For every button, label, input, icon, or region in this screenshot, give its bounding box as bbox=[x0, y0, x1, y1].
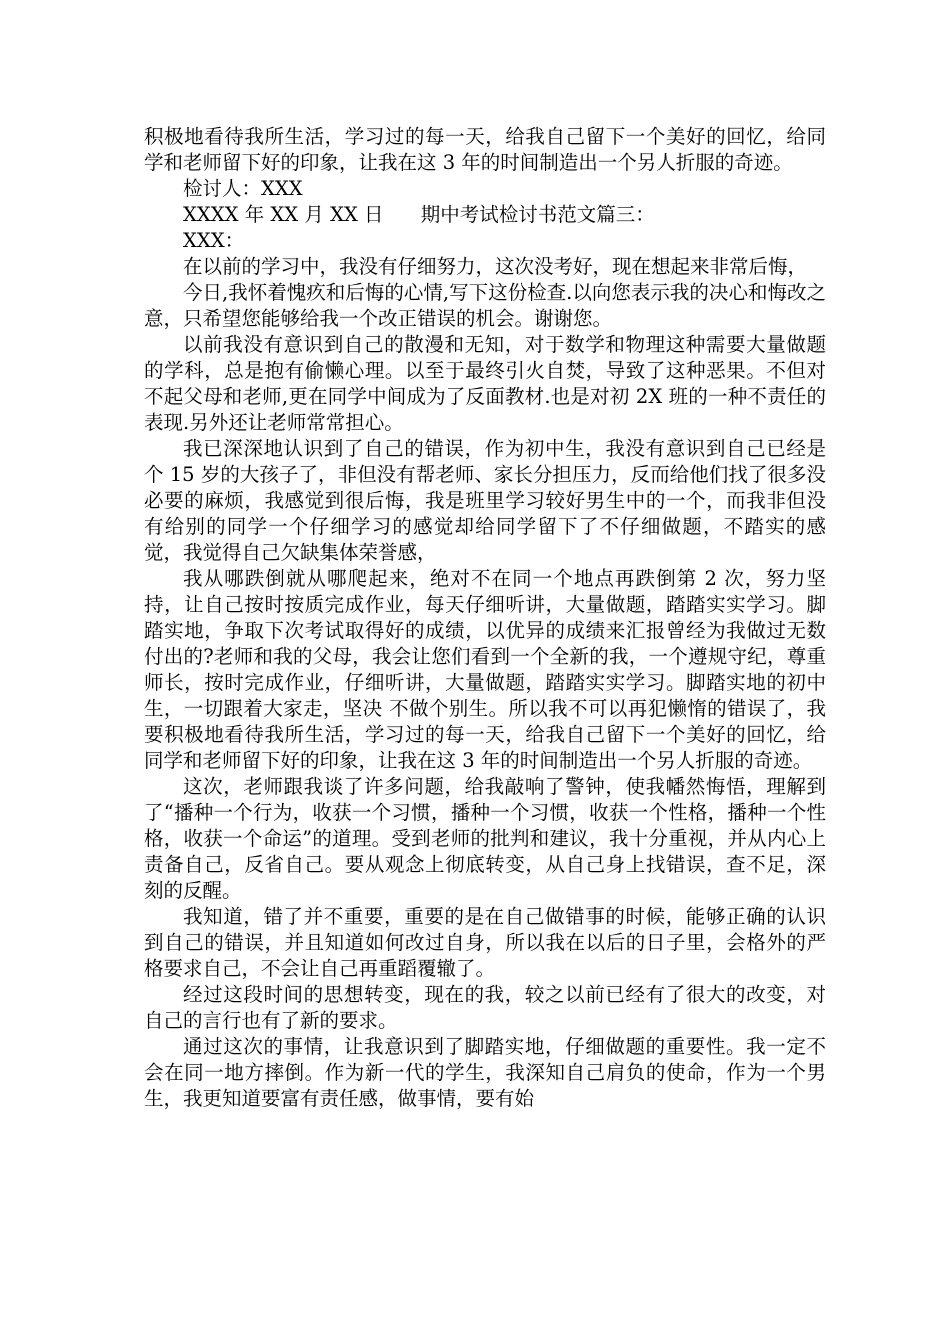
paragraph-continuation: 积极地看待我所生活，学习过的每一天，给我自己留下一个美好的回忆，给同学和老师留下好的印象，让我在这 3 年的时间制造出一个另人折服的奇迹。 bbox=[144, 125, 826, 174]
signature-name: 检讨人：XXX bbox=[183, 177, 303, 200]
document-body bbox=[144, 124, 826, 1112]
paragraph: 今日,我怀着愧疚和后悔的心情,写下这份检查.以向您表示我的决心和悔改之意，只希望您能够给我一个改正错误的机会。谢谢您。 bbox=[144, 281, 826, 330]
paragraph: 这次，老师跟我谈了许多问题，给我敲响了警钟，使我幡然悔悟，理解到了“播种一个行为，收获一个习惯，播种一个习惯，收获一个性格，播种一个性格，收获一个命运”的道理。受到老师的批判和建议，我十分重视，并从内心上责备自己，反省自己。要从观念上彻底转变，从自己身上找错误，查不足，深刻的反醒。 bbox=[144, 775, 826, 902]
paragraph: 我已深深地认识到了自己的错误，作为初中生，我没有意识到自己已经是个 15 岁的大孩子了，非但没有帮老师、家长分担压力，反而给他们找了很多没必要的麻烦，我感觉到很后悔，我是班里学习较好男生中的一个，而我非但没有给别的同学一个仔细学习的感觉却给同学留下了不仔细做题，不踏实的感觉，我觉得自己欠缺集体荣誉感， bbox=[144, 437, 826, 564]
paragraph: 以前我没有意识到自己的散漫和无知，对于数学和物理这种需要大量做题的学科，总是抱有偷懒心理。以至于最终引火自焚，导致了这种恶果。不但对不起父母和老师,更在同学中间成为了反面教材.也是对初 2X 班的一种不责任的表现.另外还让老师常常担心。 bbox=[144, 333, 826, 434]
date-and-section-title: XXXX 年 XX 月 XX 日 期中考试检讨书范文篇三： bbox=[183, 203, 655, 226]
salutation: XXX： bbox=[183, 229, 245, 252]
paragraph: 通过这次的事情，让我意识到了脚踏实地，仔细做题的重要性。我一定不会在同一地方摔倒。作为新一代的学生，我深知自己肩负的使命，作为一个男生，我更知道要富有责任感，做事情，要有始 bbox=[144, 1035, 826, 1110]
paragraph: 我从哪跌倒就从哪爬起来，绝对不在同一个地点再跌倒第 2 次，努力坚持，让自己按时按质完成作业，每天仔细听讲，大量做题，踏踏实实学习。脚踏实地，争取下次考试取得好的成绩，以优异的成绩来汇报曾经为我做过无数付出的?老师和我的父母，我会让您们看到一个全新的我，一个遵规守纪，尊重师长，按时完成作业，仔细听讲，大量做题，踏踏实实学习。脚踏实地的初中生，一切跟着大家走，坚决 不做个别生。所以我不可以再犯懒惰的错误了，我要积极地看待我所生活，学习过的每一天，给我自己留下一个美好的回忆，给同学和老师留下好的印象，让我在这 3 年的时间制造出一个另人折服的奇迹。 bbox=[144, 567, 826, 772]
paragraph: 在以前的学习中，我没有仔细努力，这次没考好，现在想起来非常后悔， bbox=[183, 255, 808, 278]
paragraph: 经过这段时间的思想转变，现在的我，较之以前已经有了很大的改变，对自己的言行也有了新的要求。 bbox=[144, 983, 826, 1032]
paragraph: 我知道，错了并不重要，重要的是在自己做错事的时候，能够正确的认识到自己的错误，并且知道如何改过自身，所以我在以后的日子里，会格外的严格要求自己，不会让自己再重蹈覆辙了。 bbox=[144, 905, 826, 980]
